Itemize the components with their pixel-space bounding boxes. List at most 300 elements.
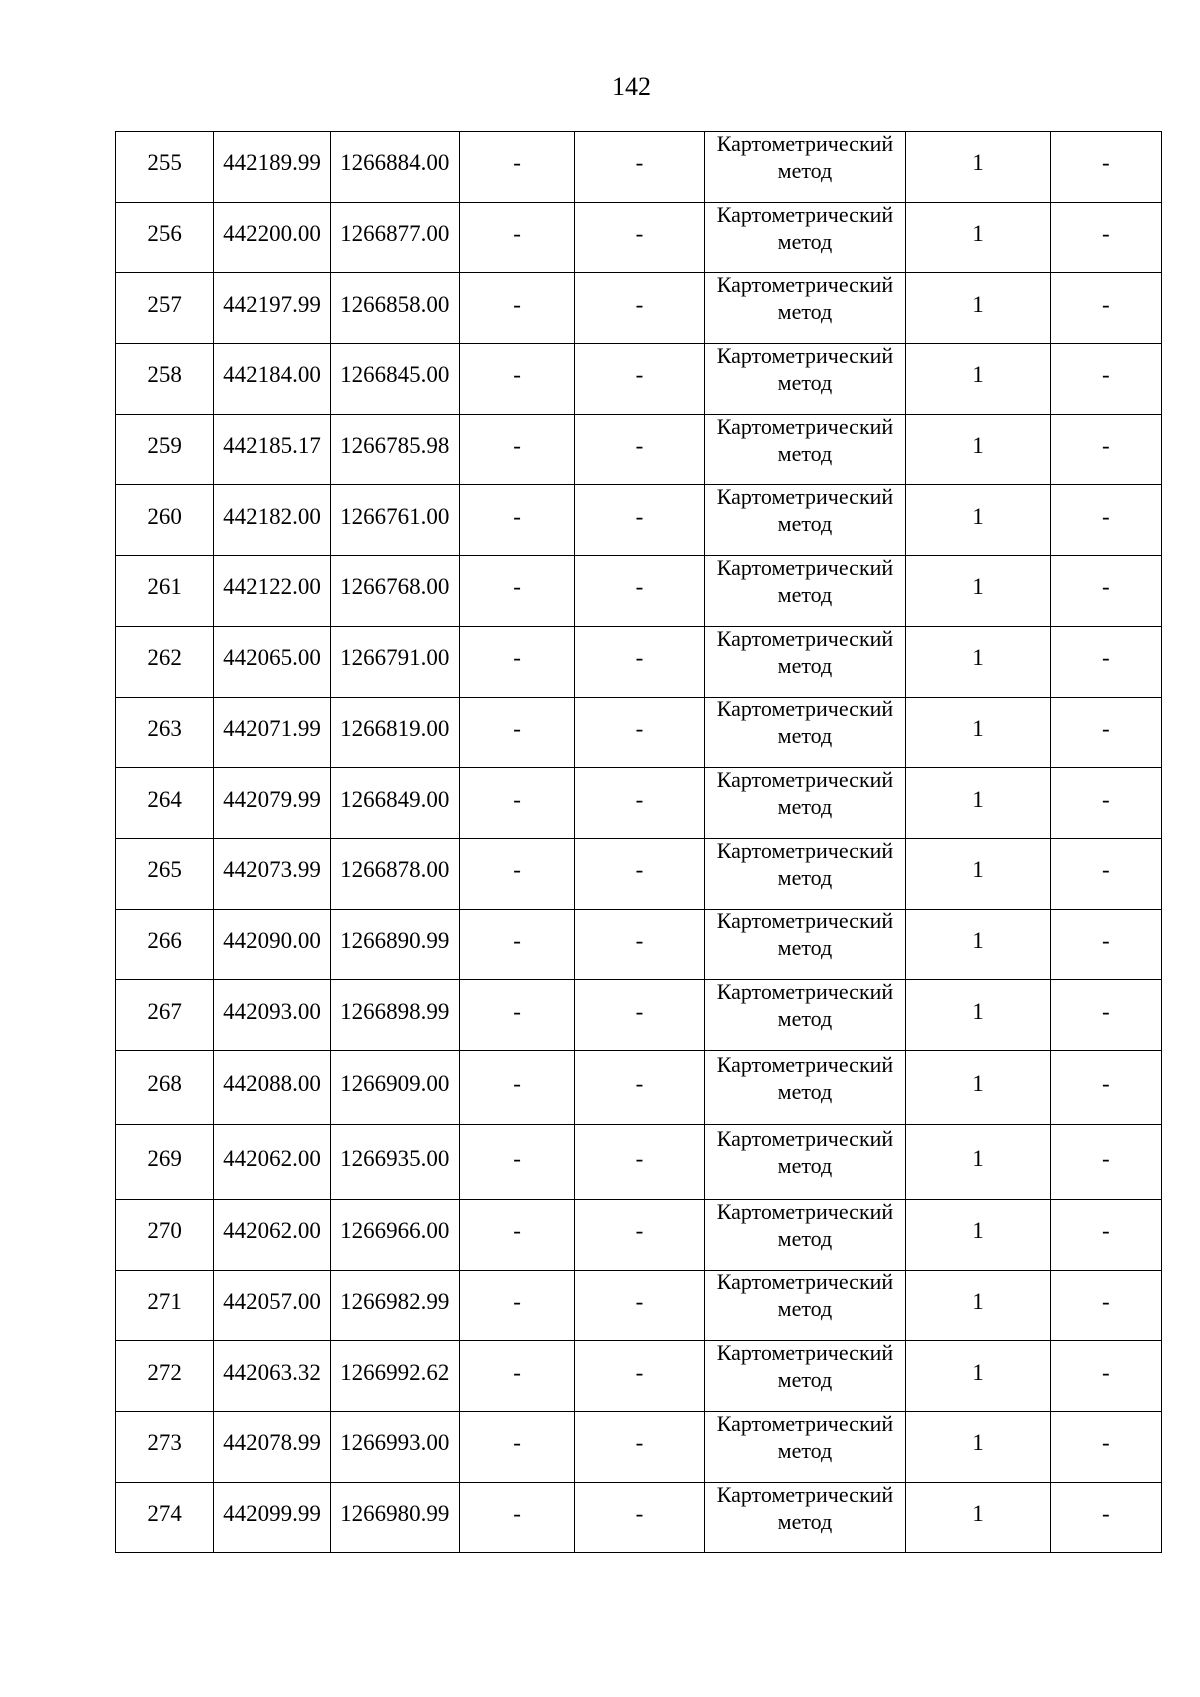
y-coordinate-cell-text: 1266980.99 <box>340 1501 450 1527</box>
column-8-cell <box>1050 1125 1161 1200</box>
point-number-cell <box>116 1412 214 1483</box>
column-5-cell-text: - <box>635 291 644 317</box>
column-4-cell <box>459 697 574 768</box>
column-8-cell-text: - <box>1101 362 1110 388</box>
accuracy-cell <box>906 485 1050 556</box>
point-number-cell-text: 271 <box>147 1288 182 1314</box>
y-coordinate-cell-text: 1266761.00 <box>340 503 450 529</box>
method-cell-text: Картометрический метод <box>716 1051 894 1104</box>
accuracy-cell-text: 1 <box>972 1359 984 1385</box>
column-4-cell-text: - <box>513 786 521 812</box>
column-5-cell-text: - <box>635 1145 644 1171</box>
column-8-cell <box>1050 1270 1161 1341</box>
method-cell-text: Картометрический метод <box>716 1199 894 1251</box>
column-5-cell <box>575 1482 704 1553</box>
column-4-cell-text: - <box>513 927 521 953</box>
column-4-cell-text: - <box>513 1359 521 1385</box>
point-number-cell-text: 273 <box>147 1430 182 1456</box>
table-row <box>116 344 1162 415</box>
method-cell <box>704 980 906 1051</box>
column-4-cell-text: - <box>513 150 521 176</box>
x-coordinate-cell-text: 442099.99 <box>223 1501 321 1527</box>
x-coordinate-cell-text: 442090.00 <box>223 927 321 953</box>
method-cell-text: Картометрический метод <box>716 272 894 325</box>
column-4-cell-text: - <box>513 1501 521 1527</box>
method-cell-text: Картометрический метод <box>716 979 894 1032</box>
column-5-cell-text: - <box>635 786 644 812</box>
point-number-cell-text: 263 <box>147 715 182 741</box>
column-8-cell-text: - <box>1101 1071 1110 1097</box>
x-coordinate-cell-text: 442063.32 <box>223 1359 321 1385</box>
point-number-cell <box>116 1050 214 1125</box>
table-row <box>116 697 1162 768</box>
column-8-cell-text: - <box>1101 503 1110 529</box>
method-cell <box>704 273 906 344</box>
column-5-cell <box>575 556 704 627</box>
method-cell-text: Картометрический метод <box>716 626 894 678</box>
point-number-cell <box>116 1270 214 1341</box>
accuracy-cell-text: 1 <box>972 857 984 883</box>
accuracy-cell <box>906 626 1050 697</box>
x-coordinate-cell-text: 442184.00 <box>223 362 321 388</box>
column-8-cell-text: - <box>1101 715 1110 741</box>
column-4-cell <box>459 626 574 697</box>
method-cell-text: Картометрический метод <box>716 343 894 395</box>
column-4-cell <box>459 344 574 415</box>
column-4-cell <box>459 1341 574 1412</box>
x-coordinate-cell-text: 442182.00 <box>223 503 321 529</box>
column-5-cell <box>575 273 704 344</box>
column-4-cell <box>459 1050 574 1125</box>
point-number-cell-text: 259 <box>147 433 182 459</box>
accuracy-cell-text: 1 <box>972 1430 984 1456</box>
method-cell-text: Картометрический метод <box>716 697 894 749</box>
method-cell <box>704 344 906 415</box>
column-4-cell <box>459 414 574 485</box>
column-8-cell <box>1050 1050 1161 1125</box>
column-4-cell-text: - <box>513 503 521 529</box>
column-8-cell-text: - <box>1101 1501 1110 1527</box>
column-5-cell-text: - <box>635 362 644 388</box>
column-5-cell <box>575 1341 704 1412</box>
point-number-cell <box>116 980 214 1051</box>
y-coordinate-cell-text: 1266768.00 <box>340 574 450 600</box>
method-cell-text: Картометрический метод <box>716 555 894 607</box>
method-cell-text: Картометрический метод <box>716 1340 894 1393</box>
coordinates-table <box>115 131 1162 1553</box>
point-number-cell-text: 269 <box>147 1145 182 1171</box>
method-cell <box>704 1341 906 1412</box>
x-coordinate-cell-text: 442122.00 <box>223 574 321 600</box>
x-coordinate-cell-text: 442200.00 <box>223 221 321 247</box>
column-8-cell <box>1050 485 1161 556</box>
column-4-cell <box>459 202 574 273</box>
accuracy-cell-text: 1 <box>972 150 984 176</box>
table-body <box>116 132 1162 1553</box>
accuracy-cell-text: 1 <box>972 998 984 1024</box>
x-coordinate-cell <box>214 1412 330 1483</box>
column-5-cell-text: - <box>635 998 644 1024</box>
y-coordinate-cell-text: 1266819.00 <box>340 715 450 741</box>
x-coordinate-cell <box>214 909 330 980</box>
column-5-cell <box>575 626 704 697</box>
point-number-cell <box>116 556 214 627</box>
x-coordinate-cell-text: 442093.00 <box>223 998 321 1024</box>
point-number-cell <box>116 1125 214 1200</box>
point-number-cell-text: 268 <box>147 1071 182 1097</box>
point-number-cell <box>116 344 214 415</box>
x-coordinate-cell-text: 442079.99 <box>223 786 321 812</box>
y-coordinate-cell <box>330 273 459 344</box>
method-cell <box>704 1050 906 1125</box>
accuracy-cell-text: 1 <box>972 503 984 529</box>
x-coordinate-cell-text: 442197.99 <box>223 291 321 317</box>
x-coordinate-cell-text: 442057.00 <box>223 1288 321 1314</box>
column-8-cell-text: - <box>1101 786 1110 812</box>
column-5-cell <box>575 1412 704 1483</box>
column-4-cell <box>459 273 574 344</box>
accuracy-cell-text: 1 <box>972 574 984 600</box>
column-5-cell <box>575 132 704 203</box>
x-coordinate-cell-text: 442189.99 <box>223 150 321 176</box>
column-5-cell <box>575 485 704 556</box>
y-coordinate-cell <box>330 909 459 980</box>
column-8-cell <box>1050 556 1161 627</box>
accuracy-cell <box>906 1412 1050 1483</box>
point-number-cell <box>116 1341 214 1412</box>
point-number-cell-text: 274 <box>147 1501 182 1527</box>
x-coordinate-cell-text: 442073.99 <box>223 857 321 883</box>
y-coordinate-cell <box>330 132 459 203</box>
column-5-cell-text: - <box>635 150 644 176</box>
accuracy-cell <box>906 1125 1050 1200</box>
x-coordinate-cell <box>214 626 330 697</box>
column-8-cell <box>1050 414 1161 485</box>
method-cell-text: Картометрический метод <box>716 414 894 466</box>
y-coordinate-cell-text: 1266791.00 <box>340 645 450 671</box>
column-5-cell-text: - <box>635 857 644 883</box>
x-coordinate-cell-text: 442185.17 <box>223 433 321 459</box>
method-cell <box>704 768 906 839</box>
y-coordinate-cell-text: 1266993.00 <box>340 1430 450 1456</box>
x-coordinate-cell-text: 442078.99 <box>223 1430 321 1456</box>
table-row <box>116 273 1162 344</box>
accuracy-cell-text: 1 <box>972 221 984 247</box>
accuracy-cell-text: 1 <box>972 1501 984 1527</box>
column-8-cell <box>1050 273 1161 344</box>
accuracy-cell-text: 1 <box>972 927 984 953</box>
accuracy-cell-text: 1 <box>972 786 984 812</box>
point-number-cell-text: 270 <box>147 1218 182 1244</box>
column-5-cell <box>575 1270 704 1341</box>
accuracy-cell <box>906 1482 1050 1553</box>
y-coordinate-cell <box>330 697 459 768</box>
point-number-cell-text: 261 <box>147 574 182 600</box>
x-coordinate-cell <box>214 1482 330 1553</box>
y-coordinate-cell-text: 1266992.62 <box>340 1359 450 1385</box>
column-5-cell <box>575 1199 704 1270</box>
method-cell <box>704 838 906 909</box>
column-5-cell-text: - <box>635 1071 644 1097</box>
column-4-cell <box>459 1270 574 1341</box>
accuracy-cell-text: 1 <box>972 291 984 317</box>
method-cell <box>704 132 906 203</box>
column-5-cell <box>575 838 704 909</box>
column-4-cell <box>459 1482 574 1553</box>
method-cell <box>704 202 906 273</box>
y-coordinate-cell-text: 1266890.99 <box>340 927 450 953</box>
point-number-cell <box>116 909 214 980</box>
y-coordinate-cell <box>330 1341 459 1412</box>
column-5-cell-text: - <box>635 1288 644 1314</box>
accuracy-cell-text: 1 <box>972 1071 984 1097</box>
method-cell <box>704 626 906 697</box>
x-coordinate-cell <box>214 1050 330 1125</box>
y-coordinate-cell <box>330 626 459 697</box>
accuracy-cell <box>906 980 1050 1051</box>
column-5-cell <box>575 768 704 839</box>
x-coordinate-cell <box>214 980 330 1051</box>
accuracy-cell <box>906 556 1050 627</box>
method-cell-text: Картометрический метод <box>716 909 894 961</box>
accuracy-cell-text: 1 <box>972 362 984 388</box>
y-coordinate-cell-text: 1266966.00 <box>340 1218 450 1244</box>
table-row <box>116 1412 1162 1483</box>
table-row <box>116 1270 1162 1341</box>
table-row <box>116 202 1162 273</box>
y-coordinate-cell-text: 1266858.00 <box>340 291 450 317</box>
method-cell-text: Картометрический метод <box>716 1482 894 1534</box>
method-cell <box>704 1199 906 1270</box>
x-coordinate-cell-text: 442065.00 <box>223 645 321 671</box>
x-coordinate-cell <box>214 414 330 485</box>
point-number-cell-text: 264 <box>147 786 182 812</box>
column-4-cell-text: - <box>513 574 521 600</box>
column-5-cell <box>575 202 704 273</box>
column-5-cell-text: - <box>635 503 644 529</box>
method-cell <box>704 414 906 485</box>
column-8-cell <box>1050 202 1161 273</box>
y-coordinate-cell <box>330 414 459 485</box>
column-5-cell <box>575 344 704 415</box>
column-4-cell <box>459 909 574 980</box>
y-coordinate-cell-text: 1266884.00 <box>340 150 450 176</box>
table-row <box>116 1482 1162 1553</box>
column-8-cell-text: - <box>1101 574 1110 600</box>
point-number-cell-text: 265 <box>147 857 182 883</box>
point-number-cell-text: 256 <box>147 221 182 247</box>
column-4-cell <box>459 1199 574 1270</box>
column-8-cell-text: - <box>1101 927 1110 953</box>
column-4-cell-text: - <box>513 362 521 388</box>
table-row <box>116 414 1162 485</box>
column-5-cell-text: - <box>635 574 644 600</box>
column-8-cell <box>1050 768 1161 839</box>
column-4-cell-text: - <box>513 998 521 1024</box>
x-coordinate-cell <box>214 1341 330 1412</box>
method-cell-text: Картометрический метод <box>716 202 894 254</box>
column-8-cell-text: - <box>1101 1145 1110 1171</box>
accuracy-cell-text: 1 <box>972 1145 984 1171</box>
x-coordinate-cell <box>214 273 330 344</box>
column-4-cell <box>459 980 574 1051</box>
column-4-cell <box>459 768 574 839</box>
method-cell <box>704 1270 906 1341</box>
column-8-cell-text: - <box>1101 1359 1110 1385</box>
point-number-cell <box>116 838 214 909</box>
column-5-cell-text: - <box>635 927 644 953</box>
y-coordinate-cell-text: 1266877.00 <box>340 221 450 247</box>
y-coordinate-cell <box>330 202 459 273</box>
point-number-cell-text: 267 <box>147 998 182 1024</box>
accuracy-cell-text: 1 <box>972 1288 984 1314</box>
column-8-cell <box>1050 626 1161 697</box>
accuracy-cell-text: 1 <box>972 645 984 671</box>
table-row <box>116 838 1162 909</box>
point-number-cell-text: 255 <box>147 150 182 176</box>
y-coordinate-cell <box>330 1412 459 1483</box>
column-5-cell <box>575 1050 704 1125</box>
column-8-cell-text: - <box>1101 221 1110 247</box>
y-coordinate-cell-text: 1266898.99 <box>340 998 450 1024</box>
method-cell <box>704 1482 906 1553</box>
method-cell <box>704 1412 906 1483</box>
method-cell <box>704 697 906 768</box>
column-4-cell <box>459 485 574 556</box>
y-coordinate-cell <box>330 768 459 839</box>
table-row <box>116 556 1162 627</box>
column-8-cell <box>1050 132 1161 203</box>
column-8-cell <box>1050 909 1161 980</box>
column-4-cell-text: - <box>513 221 521 247</box>
point-number-cell <box>116 132 214 203</box>
accuracy-cell <box>906 909 1050 980</box>
column-8-cell <box>1050 697 1161 768</box>
x-coordinate-cell <box>214 202 330 273</box>
accuracy-cell-text: 1 <box>972 1218 984 1244</box>
x-coordinate-cell-text: 442088.00 <box>223 1071 321 1097</box>
column-8-cell-text: - <box>1101 291 1110 317</box>
x-coordinate-cell <box>214 344 330 415</box>
column-4-cell-text: - <box>513 433 521 459</box>
y-coordinate-cell <box>330 1270 459 1341</box>
y-coordinate-cell-text: 1266878.00 <box>340 857 450 883</box>
x-coordinate-cell <box>214 768 330 839</box>
column-4-cell-text: - <box>513 857 521 883</box>
column-5-cell-text: - <box>635 433 644 459</box>
y-coordinate-cell <box>330 980 459 1051</box>
column-4-cell-text: - <box>513 1430 521 1456</box>
column-5-cell <box>575 414 704 485</box>
x-coordinate-cell <box>214 132 330 203</box>
x-coordinate-cell <box>214 697 330 768</box>
column-8-cell <box>1050 1199 1161 1270</box>
y-coordinate-cell <box>330 344 459 415</box>
column-5-cell-text: - <box>635 1359 644 1385</box>
accuracy-cell <box>906 273 1050 344</box>
column-8-cell <box>1050 1412 1161 1483</box>
column-4-cell <box>459 1125 574 1200</box>
column-5-cell-text: - <box>635 221 644 247</box>
x-coordinate-cell <box>214 1270 330 1341</box>
column-8-cell-text: - <box>1101 998 1110 1024</box>
method-cell <box>704 556 906 627</box>
table-row <box>116 909 1162 980</box>
column-5-cell <box>575 909 704 980</box>
column-8-cell-text: - <box>1101 857 1110 883</box>
x-coordinate-cell <box>214 838 330 909</box>
y-coordinate-cell-text: 1266849.00 <box>340 786 450 812</box>
accuracy-cell <box>906 132 1050 203</box>
point-number-cell-text: 266 <box>147 927 182 953</box>
table-row <box>116 626 1162 697</box>
point-number-cell <box>116 273 214 344</box>
y-coordinate-cell-text: 1266909.00 <box>340 1071 450 1097</box>
column-5-cell <box>575 1125 704 1200</box>
column-4-cell <box>459 1412 574 1483</box>
table-row <box>116 980 1162 1051</box>
x-coordinate-cell <box>214 556 330 627</box>
x-coordinate-cell-text: 442071.99 <box>223 715 321 741</box>
column-4-cell <box>459 838 574 909</box>
method-cell-text: Картометрический метод <box>716 1270 894 1322</box>
point-number-cell <box>116 697 214 768</box>
column-5-cell-text: - <box>635 1501 644 1527</box>
y-coordinate-cell <box>330 1125 459 1200</box>
point-number-cell <box>116 202 214 273</box>
table-row <box>116 768 1162 839</box>
point-number-cell-text: 257 <box>147 291 182 317</box>
method-cell-text: Картометрический метод <box>716 1411 894 1463</box>
accuracy-cell <box>906 202 1050 273</box>
accuracy-cell <box>906 1050 1050 1125</box>
x-coordinate-cell <box>214 1125 330 1200</box>
column-8-cell <box>1050 1341 1161 1412</box>
method-cell-text: Картометрический метод <box>716 767 894 820</box>
accuracy-cell-text: 1 <box>972 715 984 741</box>
accuracy-cell <box>906 838 1050 909</box>
column-4-cell-text: - <box>513 1288 521 1314</box>
accuracy-cell <box>906 414 1050 485</box>
method-cell-text: Картометрический метод <box>716 838 894 890</box>
column-8-cell <box>1050 980 1161 1051</box>
table-row <box>116 1199 1162 1270</box>
accuracy-cell-text: 1 <box>972 433 984 459</box>
accuracy-cell <box>906 697 1050 768</box>
page-number: 142 <box>612 72 651 101</box>
point-number-cell <box>116 1199 214 1270</box>
method-cell-text: Картометрический метод <box>716 131 894 183</box>
column-4-cell <box>459 132 574 203</box>
y-coordinate-cell <box>330 1482 459 1553</box>
method-cell-text: Картометрический метод <box>716 1126 894 1179</box>
column-5-cell-text: - <box>635 1430 644 1456</box>
column-8-cell-text: - <box>1101 150 1110 176</box>
method-cell <box>704 1125 906 1200</box>
point-number-cell-text: 272 <box>147 1359 182 1385</box>
point-number-cell-text: 258 <box>147 362 182 388</box>
column-5-cell-text: - <box>635 1218 644 1244</box>
method-cell <box>704 909 906 980</box>
method-cell-text: Картометрический метод <box>716 484 894 537</box>
column-8-cell-text: - <box>1101 1218 1110 1244</box>
column-8-cell-text: - <box>1101 1430 1110 1456</box>
method-cell <box>704 485 906 556</box>
column-4-cell-text: - <box>513 1071 521 1097</box>
point-number-cell-text: 262 <box>147 645 182 671</box>
table-row <box>116 132 1162 203</box>
column-5-cell-text: - <box>635 645 644 671</box>
